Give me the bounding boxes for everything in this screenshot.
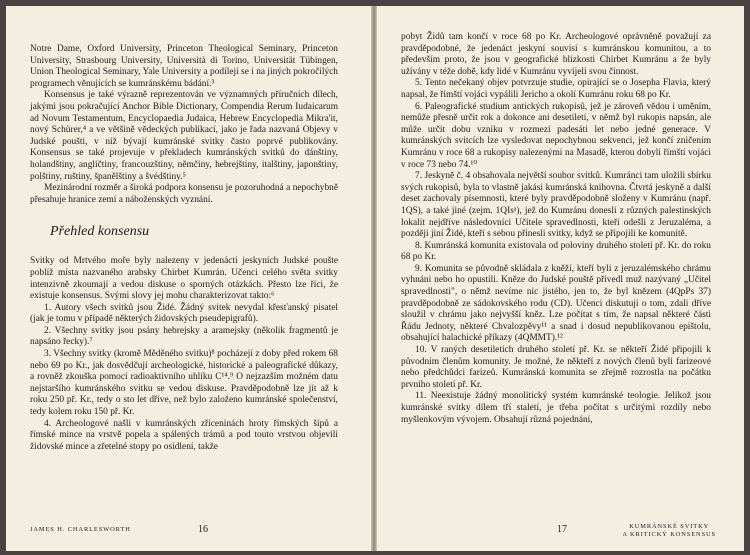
paragraph: Konsensus je také výrazně reprezentován ve významných příručních dílech, jakými jsou pokračující Anchor Bible Dictionary, Compendia Rerum Iudaicarum ad Novum Testamentum, Encyclopaedia Judaica, Hebrew Encyclopedia Mikra'it, nový Schürer,⁴ a ve většině vědeckých publikací, jako je řada nazvaná Objevy v Judské poušti, v níž bývají kumránské svitky často poprvé publikovány. Konsensus se také projevuje v překladech kumránských svitků do dánštiny, holandštiny, angličtiny, francouzštiny, němčiny, hebrejštiny, italštiny, japonštiny, polštiny, ruštiny, španělštiny a švédštiny.⁵ xyxy=(30,90,338,182)
right-text-column xyxy=(401,32,711,426)
paragraph: 11. Neexistuje žádný monolitický systém kumránské teologie. Jelikož jsou kumránské svitky dílem tří staletí, je třeba počítat s určitými rozdíly nebo myšlenkovým vývojem. Obsahují různá pojednání, xyxy=(401,391,711,425)
running-footer-author: JAMES H. CHARLESWORTH xyxy=(30,526,131,533)
left-paragraphs-after xyxy=(30,256,338,453)
paragraph: 1. Autory všech svitků jsou Židé. Žádný svitek nevydal křesťanský pisatel (jak je tomu v případě některých židovských pseudepigrafů). xyxy=(30,302,338,325)
paragraph: Notre Dame, Oxford University, Princeton Theological Seminary, Princeton University, Strasbourg University, Università di Torino, Universität Tübingen, Union Theological Seminary, Yale University a podílejí se i na jiných pokročilých programech věnujících se kumránskému bádání.³ xyxy=(30,44,338,89)
paragraph: 8. Kumránská komunita existovala od poloviny druhého století př. Kr. do roku 68 po Kr. xyxy=(401,240,711,263)
paragraph: 2. Všechny svitky jsou psány hebrejsky a aramejsky (několik fragmentů je napsáno řecky).⁷ xyxy=(30,325,338,348)
paragraph: 5. Tento nečekaný objev potvrzuje studie, opírající se o Josepha Flavia, který napsal, že římští vojáci vypálili Jericho a okolí Kumránu roku 68 po Kr. xyxy=(401,78,711,100)
paragraph: 6. Paleografické studium antických rukopisů, jež je zároveň vědou i uměním, nemůže přesně určit rok a dokonce ani desetiletí, v němž byl rukopis napsán, ale může určit dobu vzniku v rozmezí padesáti let nebo jedné generace. V kumránských svitcích lze vysledovat nepochybnou sekvenci, jež končí zničením Kumránu v roce 68 a rukopisy nalezenými na Masadě, kterou dobyli římští vojáci v roce 73 nebo 74.¹⁰ xyxy=(401,101,711,170)
paragraph: 3. Všechny svitky (kromě Měděného svitku)⁸ pocházejí z doby před rokem 68 nebo 69 po Kr., jak dosvědčují archeologické, historické a paleografické důkazy, a rovněž zkouška pomocí radioaktivního uhlíku C¹⁴.⁹ O nejzazším možném datu nejstaršího kumránského svitku se vedou diskuse. Pravděpodobně lze jít až k roku 250 př. Kr., tedy o sto let dříve, než bylo založeno kumránské společenství, tedy kolem roku 150 př. Kr. xyxy=(30,349,338,418)
right-page xyxy=(377,6,744,551)
section-heading: Přehled konsensu xyxy=(50,224,150,240)
running-footer-title-line1: KUMRÁNSKÉ SVITKY xyxy=(629,523,710,530)
page-number-left: 16 xyxy=(198,524,208,535)
left-paragraphs-before xyxy=(30,44,338,206)
paragraph: 4. Archeologové našli v kumránských zříceninách hroty římských šípů a římské mince na vrstvě popela a spálených trámů a pod touto vrstvou objevili židovské mince a zřetelné stopy po osídlení, takže xyxy=(30,418,338,452)
paragraph: 10. V raných desetiletích druhého století př. Kr. se někteří Židé připojili k původním členům komunity. Je možné, že někteří z nových členů byli farizeové nebo předchůdci farizeů. Kumránská komunita se zřejmě rozrostla na počátku prvního století př. Kr. xyxy=(401,345,711,390)
paragraph: Svitky od Mrtvého moře byly nalezeny v jedenácti jeskyních Judské poušte poblíž místa nazvaného arabsky Chirbet Kumrán. Učenci celého světa svitky intenzivně zkoumají a vedou diskuse o sporných otázkách. Přesto lze říci, že existuje konsensus. Svými slovy jej mohu charakterizovat takto:⁶ xyxy=(30,256,338,302)
running-footer-title xyxy=(622,523,716,539)
paragraph: pobyt Židů tam končí v roce 68 po Kr. Archeologové oprávněně považují za pravděpodobné, že jedenáct jeskyní souvisí s kumránskou komunitou, a to především proto, že jsou v geografické blízkosti Chirbet Kumránu a že byly užívány v téže době, kdy lidé v Kumránu vyvíjeli svou činnost. xyxy=(401,32,711,77)
paragraph: 9. Komunita se původně skládala z kněží, kteří byli z jeruzalémského chrámu vyhnáni nebo ho opustili. Kněze do Judské pouště přivedl muž nazývaný „Učitel spravedlnosti", o němž nevíme nic jistého, jen to, že byl knězem (4QpPs 37) pravděpodobně ze sádokovského rodu (CD). Učenci diskutují o tom, zdali dříve sloužil v chrámu jako nejvyšší kněz. Lze počítat s tím, že napsal některé části Řádu Jednoty, některé Chvalozpěvy¹¹ a snad i dosud nepublikovanou epištolu, obsahující halachické příkazy (4QMMT).¹² xyxy=(401,263,711,344)
page-number-right: 17 xyxy=(557,524,567,535)
left-page xyxy=(6,6,371,551)
paragraph: 7. Jeskyně č. 4 obsahovala největší soubor svitků. Kumránci tam uložili sbírku svých rukopisů, byla to vlastně jakási kumránská knihovna. Čtvrtá jeskyně a další deset zachovaly písemnosti, které byly pravděpodobně složeny v Kumránu (např. 1QS), a také jiné (zejm. 1QIsᵃ), jež do Kumránu donesli z různých palestinských lokalit nejdříve následovníci Učitele spravedlnosti, kteří odešli z Jeruzaléma, a později jiní Židé, kteří s sebou přinesli svitky, když se připojili ke komunitě. xyxy=(401,171,711,240)
paragraph: Mezinárodní rozměr a široká podpora konsensu je pozoruhodná a nepochybně přesahuje hranice zemí a náboženských vyznání. xyxy=(30,183,338,205)
left-text-column xyxy=(30,44,338,453)
running-footer-title-line2: A KRITICKÝ KONSENSUS xyxy=(622,531,716,538)
